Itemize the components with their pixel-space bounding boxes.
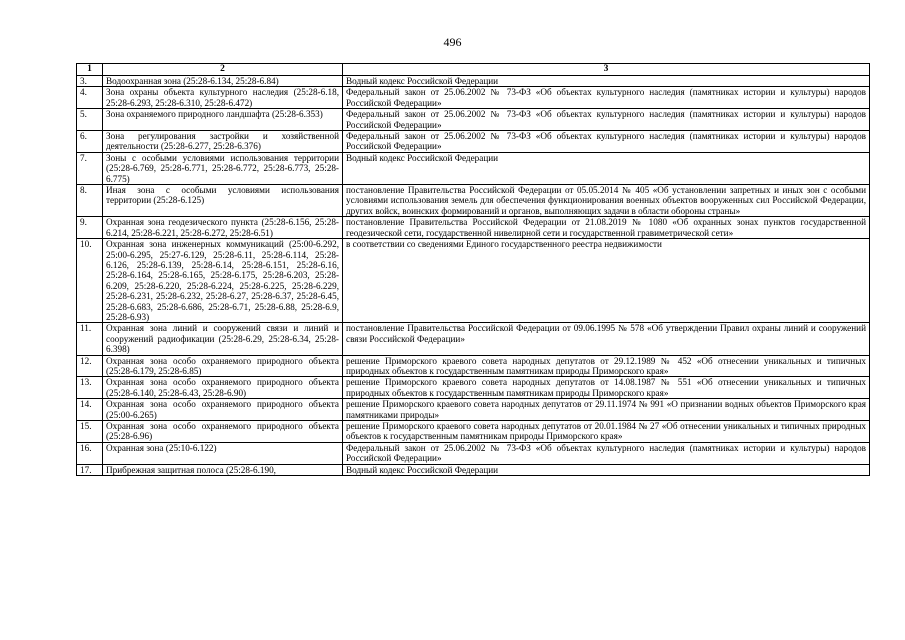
row-number: 10. <box>77 239 103 323</box>
table-row <box>77 421 870 443</box>
row-number: 9. <box>77 217 103 239</box>
table-row <box>77 323 870 355</box>
zone-name-cell: Зона регулирования застройки и хозяйственной деятельности (25:28-6.277, 25:28-6.376) <box>103 131 343 153</box>
zone-name-cell: Зоны с особыми условиями использования территории (25:28-6.769, 25:28-6.771, 25:28-6.772, 25:28-6.773, 25:28-6.775) <box>103 152 343 184</box>
legal-basis-cell: Федеральный закон от 25.06.2002 № 73-ФЗ «Об объектах культурного наследия (памятниках истории и культуры) народов Российской Федерации» <box>343 131 870 153</box>
legal-basis-cell: постановление Правительства Российской Федерации от 21.08.2019 № 1080 «Об охранных зонах пунктов государственной геодезической сети, государственной нивелирной сети и государственной гравиметрической сети» <box>343 217 870 239</box>
legal-basis-cell: решение Приморского краевого совета народных депутатов от 29.11.1974 № 991 «О признании водных объектов Приморского края памятниками природы» <box>343 399 870 421</box>
legal-basis-cell: решение Приморского краевого совета народных депутатов от 14.08.1987 № 551 «Об отнесении уникальных и типичных природных объектов к государственным памятникам природы Приморского края» <box>343 377 870 399</box>
zone-name-cell: Зона охраны объекта культурного наследия (25:28-6.18, 25:28-6.293, 25:28-6.310, 25:28-6.472) <box>103 87 343 109</box>
zone-name-cell: Зона охраняемого природного ландшафта (25:28-6.353) <box>103 109 343 131</box>
row-number: 12. <box>77 355 103 377</box>
legal-basis-cell: решение Приморского краевого совета народных депутатов от 29.12.1989 № 452 «Об отнесении уникальных и типичных природных объектов к государственным памятникам природы Приморского края» <box>343 355 870 377</box>
zone-name-cell: Прибрежная защитная полоса (25:28-6.190, <box>103 464 343 475</box>
table-row <box>77 185 870 217</box>
table-row <box>77 131 870 153</box>
row-number: 3. <box>77 76 103 87</box>
row-number: 15. <box>77 421 103 443</box>
zone-name-cell: Охранная зона особо охраняемого природного объекта (25:28-6.96) <box>103 421 343 443</box>
row-number: 17. <box>77 464 103 475</box>
legal-basis-cell: постановление Правительства Российской Федерации от 05.05.2014 № 405 «Об установлении запретных и иных зон с особыми условиями использования земель для обеспечения функционирования военных объектов вооруженных сил Российской Федерации, других войск, воинских формирований и органов, выполняющих задачи в области обороны страны» <box>343 185 870 217</box>
legal-basis-cell: Водный кодекс Российской Федерации <box>343 152 870 184</box>
column-header-number: 1 <box>77 64 103 76</box>
zones-table <box>76 63 870 476</box>
legal-basis-cell: в соответствии со сведениями Единого государственного реестра недвижимости <box>343 239 870 323</box>
zone-name-cell: Охранная зона особо охраняемого природного объекта (25:00-6.265) <box>103 399 343 421</box>
row-number: 6. <box>77 131 103 153</box>
legal-basis-cell: постановление Правительства Российской Федерации от 09.06.1995 № 578 «Об утверждении Правил охраны линий и сооружений связи Российской Федерации» <box>343 323 870 355</box>
table-row <box>77 377 870 399</box>
zone-name-cell: Водоохранная зона (25:28-6.134, 25:28-6.84) <box>103 76 343 87</box>
table-row <box>77 76 870 87</box>
table-row <box>77 355 870 377</box>
column-header-zone: 2 <box>103 64 343 76</box>
legal-basis-cell: Федеральный закон от 25.06.2002 № 73-ФЗ «Об объектах культурного наследия (памятниках истории и культуры) народов Российской Федерации» <box>343 109 870 131</box>
row-number: 14. <box>77 399 103 421</box>
table-row <box>77 442 870 464</box>
page-number: 496 <box>443 35 462 49</box>
row-number: 5. <box>77 109 103 131</box>
zone-name-cell: Охранная зона геодезического пункта (25:28-6.156, 25:28-6.214, 25:28-6.221, 25:28-6.272, 25:28-6.51) <box>103 217 343 239</box>
row-number: 8. <box>77 185 103 217</box>
table-row <box>77 152 870 184</box>
legal-basis-cell: Водный кодекс Российской Федерации <box>343 464 870 475</box>
zone-name-cell: Иная зона с особыми условиями использования территории (25:28-6.125) <box>103 185 343 217</box>
zone-name-cell: Охранная зона инженерных коммуникаций (25:00-6.292, 25:00-6.295, 25:27-6.129, 25:28-6.11, 25:28-6.114, 25:28-6.126, 25:28-6.139, 25:28-6.14, 25:28-6.151, 25:28-6.16, 25:28-6.164, 25:28-6.165, 25:28-6.175, 25:28-6.203, 25:28-6.209, 25:28-6.220, 25:28-6.224, 25:28-6.225, 25:28-6.229, 25:28-6.231, 25:28-6.232, 25:28-6.27, 25:28-6.37, 25:28-6.45, 25:28-6.683, 25:28-6.686, 25:28-6.71, 25:28-6.88, 25:28-6.9, 25:28-6.93) <box>103 239 343 323</box>
row-number: 16. <box>77 442 103 464</box>
legal-basis-cell: Федеральный закон от 25.06.2002 № 73-ФЗ «Об объектах культурного наследия (памятниках истории и культуры) народов Российской Федерации» <box>343 87 870 109</box>
row-number: 4. <box>77 87 103 109</box>
legal-basis-cell: Водный кодекс Российской Федерации <box>343 76 870 87</box>
zone-name-cell: Охранная зона особо охраняемого природного объекта (25:28-6.140, 25:28-6.43, 25:28-6.90) <box>103 377 343 399</box>
zone-name-cell: Охранная зона линий и сооружений связи и линий и сооружений радиофикации (25:28-6.29, 25:28-6.34, 25:28-6.398) <box>103 323 343 355</box>
table-row <box>77 87 870 109</box>
legal-basis-cell: решение Приморского краевого совета народных депутатов от 20.01.1984 № 27 «Об отнесении уникальных и типичных природных объектов к государственным памятникам природы Приморского края» <box>343 421 870 443</box>
zone-name-cell: Охранная зона особо охраняемого природного объекта (25:28-6.179, 25:28-6.85) <box>103 355 343 377</box>
row-number: 7. <box>77 152 103 184</box>
table-row <box>77 109 870 131</box>
row-number: 11. <box>77 323 103 355</box>
zone-name-cell: Охранная зона (25:10-6.122) <box>103 442 343 464</box>
table-header-row <box>77 64 870 76</box>
column-header-basis: 3 <box>343 64 870 76</box>
table-row <box>77 217 870 239</box>
row-number: 13. <box>77 377 103 399</box>
legal-basis-cell: Федеральный закон от 25.06.2002 № 73-ФЗ «Об объектах культурного наследия (памятниках истории и культуры) народов Российской Федерации» <box>343 442 870 464</box>
table-row <box>77 399 870 421</box>
table-row <box>77 464 870 475</box>
table-row <box>77 239 870 323</box>
